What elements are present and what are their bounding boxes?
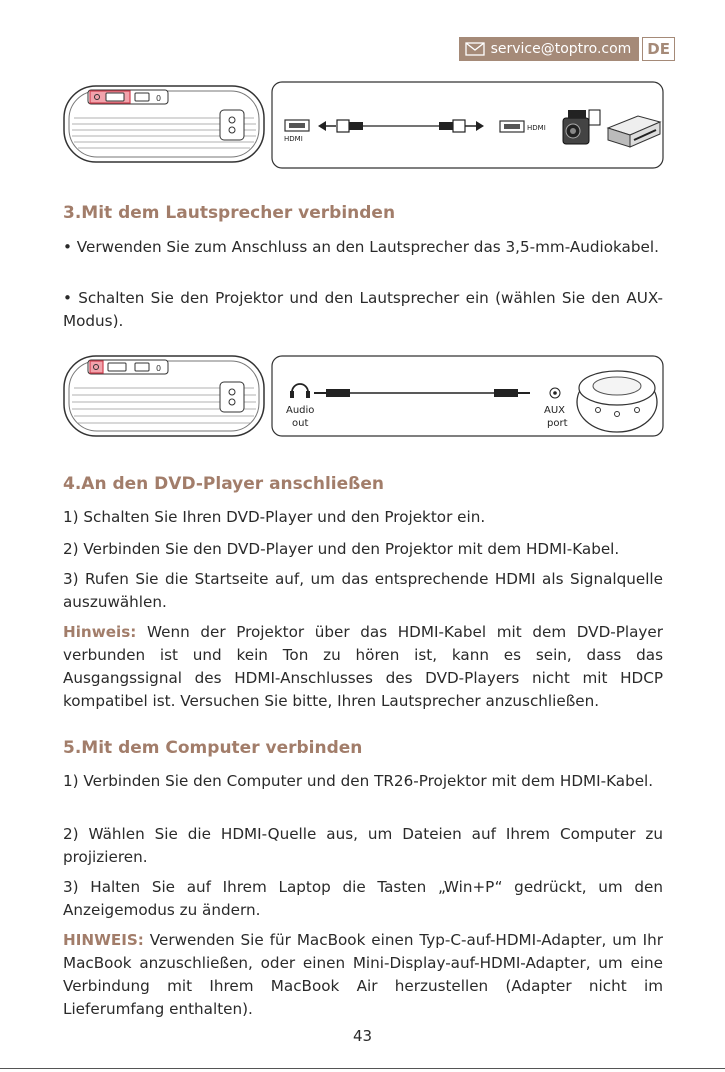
section-3-title: 3.Mit dem Lautsprecher verbinden xyxy=(63,203,396,223)
page-header xyxy=(459,37,675,61)
aux-port-label-2: port xyxy=(547,418,568,429)
audio-connection-figure xyxy=(60,350,665,442)
section-5-step-2: 2) Wählen Sie die HDMI-Quelle aus, um Dateien auf Ihrem Computer zu projizieren. xyxy=(63,825,663,866)
hdmi-connection-figure xyxy=(60,80,665,170)
audio-out-label-1: Audio xyxy=(286,405,315,416)
section-5-note xyxy=(63,929,663,1021)
port-label: 0 xyxy=(156,94,162,103)
section-4-note xyxy=(63,621,663,713)
section-4-title: 4.An den DVD-Player anschließen xyxy=(63,474,384,494)
hdmi-label-right: HDMI xyxy=(527,124,546,132)
note-text: Verwenden Sie für MacBook einen Typ-C-auf-HDMI-Adapter, um Ihr MacBook anzuschließen, oder einen Mini-Display-auf-HDMI-Adapter, um eine Verbindung mit Ihrem MacBook Air herzustellen (Adapter nicht im Lieferumfang enthalten). xyxy=(63,931,663,1018)
section-5-step-3: 3) Halten Sie auf Ihrem Laptop die Tasten „Win+P“ gedrückt, um den Anzeigemodus zu ändern. xyxy=(63,878,663,919)
hdmi-port-icon xyxy=(285,120,309,131)
speaker-icon xyxy=(577,371,657,432)
note-text: Wenn der Projektor über das HDMI-Kabel mit dem DVD-Player verbunden ist und kein Ton zu hören ist, kann es sein, dass das Ausgangssignal des HDMI-Anschlusses des DVD-Players nicht mit HDCP kompatibel ist. Versuchen Sie bitte, Ihren Lautsprecher anzuschließen. xyxy=(63,623,663,710)
note-label: HINWEIS: xyxy=(63,931,144,949)
footer-divider xyxy=(0,1068,725,1069)
audio-out-label-2: out xyxy=(292,418,309,429)
section-4-step-1: 1) Schalten Sie Ihren DVD-Player und den Projektor ein. xyxy=(63,508,486,526)
note-label: Hinweis: xyxy=(63,623,137,641)
hdmi-port-icon-right xyxy=(500,121,524,132)
projector-illustration xyxy=(64,356,264,436)
section-5-title: 5.Mit dem Computer verbinden xyxy=(63,738,363,758)
email-badge xyxy=(459,37,640,61)
section-4-step-3: 3) Rufen Sie die Startseite auf, um das entsprechende HDMI als Signalquelle auszuwählen. xyxy=(63,570,663,611)
aux-port-label-1: AUX xyxy=(544,405,566,416)
section-4-step-2: 2) Verbinden Sie den DVD-Player und den Projektor mit dem HDMI-Kabel. xyxy=(63,540,620,558)
section-5-step-1: 1) Verbinden Sie den Computer und den TR26-Projektor mit dem HDMI-Kabel. xyxy=(63,772,654,790)
page-number: 43 xyxy=(352,1027,373,1045)
hdmi-label-left: HDMI xyxy=(284,135,303,143)
envelope-icon xyxy=(465,42,485,56)
section-3-bullet-2: • Schalten Sie den Projektor und den Lautsprecher ein (wählen Sie den AUX-Modus). xyxy=(63,289,663,330)
section-3-bullet-1: • Verwenden Sie zum Anschluss an den Lautsprecher das 3,5-mm-Audiokabel. xyxy=(63,238,659,256)
projector-illustration xyxy=(64,86,264,162)
language-badge: DE xyxy=(642,37,675,61)
port-label: 0 xyxy=(156,364,162,373)
email-address: service@toptro.com xyxy=(490,41,632,57)
